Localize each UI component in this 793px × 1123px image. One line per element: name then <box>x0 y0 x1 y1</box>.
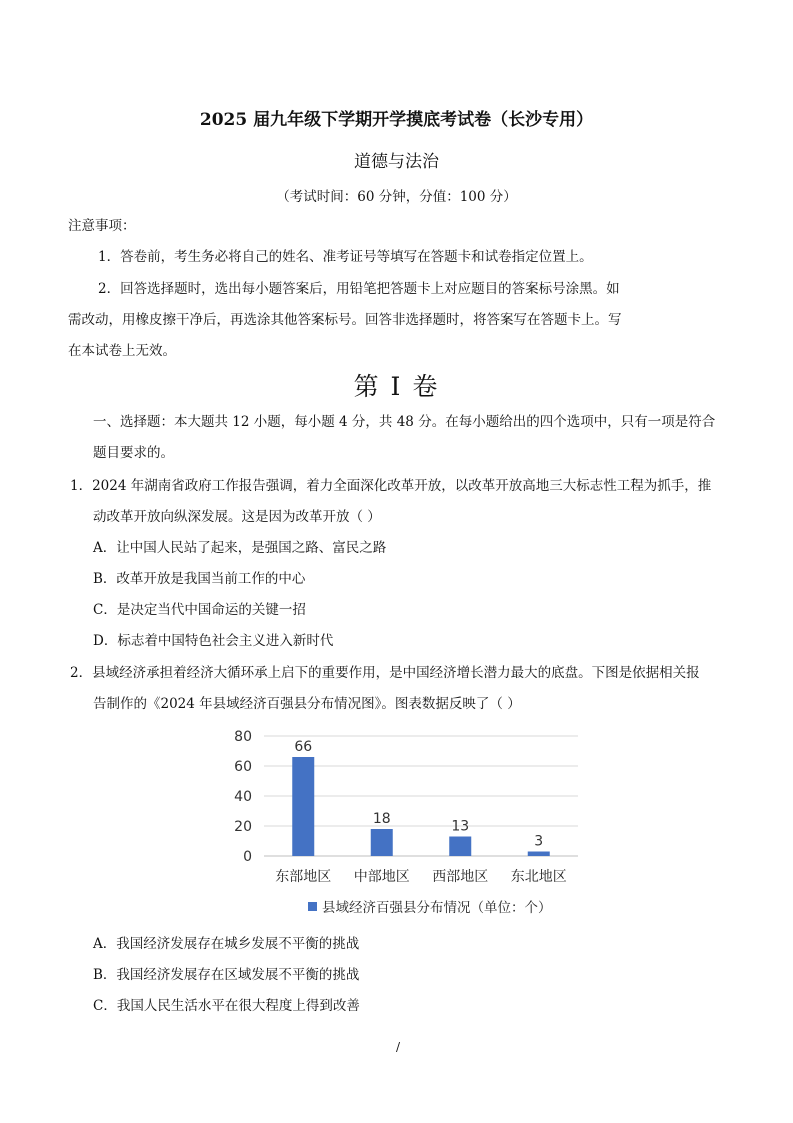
notes-item-2-line-1: 2．回答选择题时，选出每小题答案后，用铅笔把答题卡上对应题目的答案标号涂黑。如 <box>98 281 620 297</box>
data-label: 18 <box>372 811 391 827</box>
bar-0 <box>292 757 314 856</box>
question-1-option-a: A．让中国人民站了起来，是强国之路、富民之路 <box>93 540 387 556</box>
question-2-option-a: A．我国经济发展存在城乡发展不平衡的挑战 <box>93 936 360 952</box>
exam-title: 2025 届九年级下学期开学摸底考试卷（长沙专用） <box>199 110 594 130</box>
subject-title: 道德与法治 <box>354 152 439 172</box>
data-label: 13 <box>451 818 470 835</box>
notes-item-2-line-3: 在本试卷上无效。 <box>68 343 176 359</box>
x-tick-label: 东北地区 <box>510 869 567 885</box>
y-tick-label: 60 <box>234 759 252 775</box>
question-2-stem-line-1: 2．县域经济承担着经济大循环承上启下的重要作用，是中国经济增长潜力最大的底盘。下图是依据相关报 <box>70 665 700 681</box>
question-1-option-b: B．改革开放是我国当前工作的中心 <box>93 571 306 587</box>
notes-item-1: 1．答卷前，考生务必将自己的姓名、准考证号等填写在答题卡和试卷指定位置上。 <box>98 249 593 265</box>
exam-info: （考试时间：60 分钟，分值：100 分） <box>276 189 517 205</box>
y-tick-label: 0 <box>243 849 252 865</box>
x-tick-label: 西部地区 <box>432 869 489 885</box>
y-tick-label: 80 <box>234 729 252 745</box>
bar-3 <box>528 852 550 857</box>
y-tick-label: 40 <box>234 789 252 805</box>
section-title: 第 I 卷 <box>353 372 440 401</box>
bar-2 <box>449 837 471 857</box>
page-number: / <box>396 1040 401 1054</box>
question-2-option-b: B．我国经济发展存在区域发展不平衡的挑战 <box>93 967 360 983</box>
question-1-stem-line-1: 1．2024 年湖南省政府工作报告强调，着力全面深化改革开放，以改革开放高地三大标志性工程为抓手，推 <box>70 478 712 494</box>
question-1-option-c: C．是决定当代中国命运的关键一招 <box>93 602 306 618</box>
bar-1 <box>371 829 393 856</box>
question-2-option-c: C．我国人民生活水平在很大程度上得到改善 <box>93 998 360 1014</box>
county-economy-bar-chart <box>228 726 588 926</box>
notes-item-2-line-2: 需改动，用橡皮擦干净后，再选涂其他答案标号。回答非选择题时，将答案写在答题卡上。写 <box>68 312 622 328</box>
question-1-stem-line-2: 动改革开放向纵深发展。这是因为改革开放（ ） <box>93 509 381 525</box>
notes-heading: 注意事项： <box>68 218 136 234</box>
section-instructions-line-2: 题目要求的。 <box>93 445 174 461</box>
section-instructions-line-1: 一、选择题：本大题共 12 小题，每小题 4 分，共 48 分。在每小题给出的四个选项中，只有一项是符合 <box>93 414 716 430</box>
x-tick-label: 中部地区 <box>353 869 410 885</box>
legend-label: 县域经济百强县分布情况（单位：个） <box>322 900 552 916</box>
data-label: 66 <box>294 739 313 755</box>
question-2-stem-line-2: 告制作的《2024 年县域经济百强县分布情况图》。图表数据反映了（ ） <box>93 696 521 712</box>
question-1-option-d: D．标志着中国特色社会主义进入新时代 <box>93 633 334 649</box>
legend-swatch <box>308 902 317 911</box>
y-tick-label: 20 <box>234 819 252 835</box>
data-label: 3 <box>534 833 544 850</box>
x-tick-label: 东部地区 <box>275 869 332 885</box>
